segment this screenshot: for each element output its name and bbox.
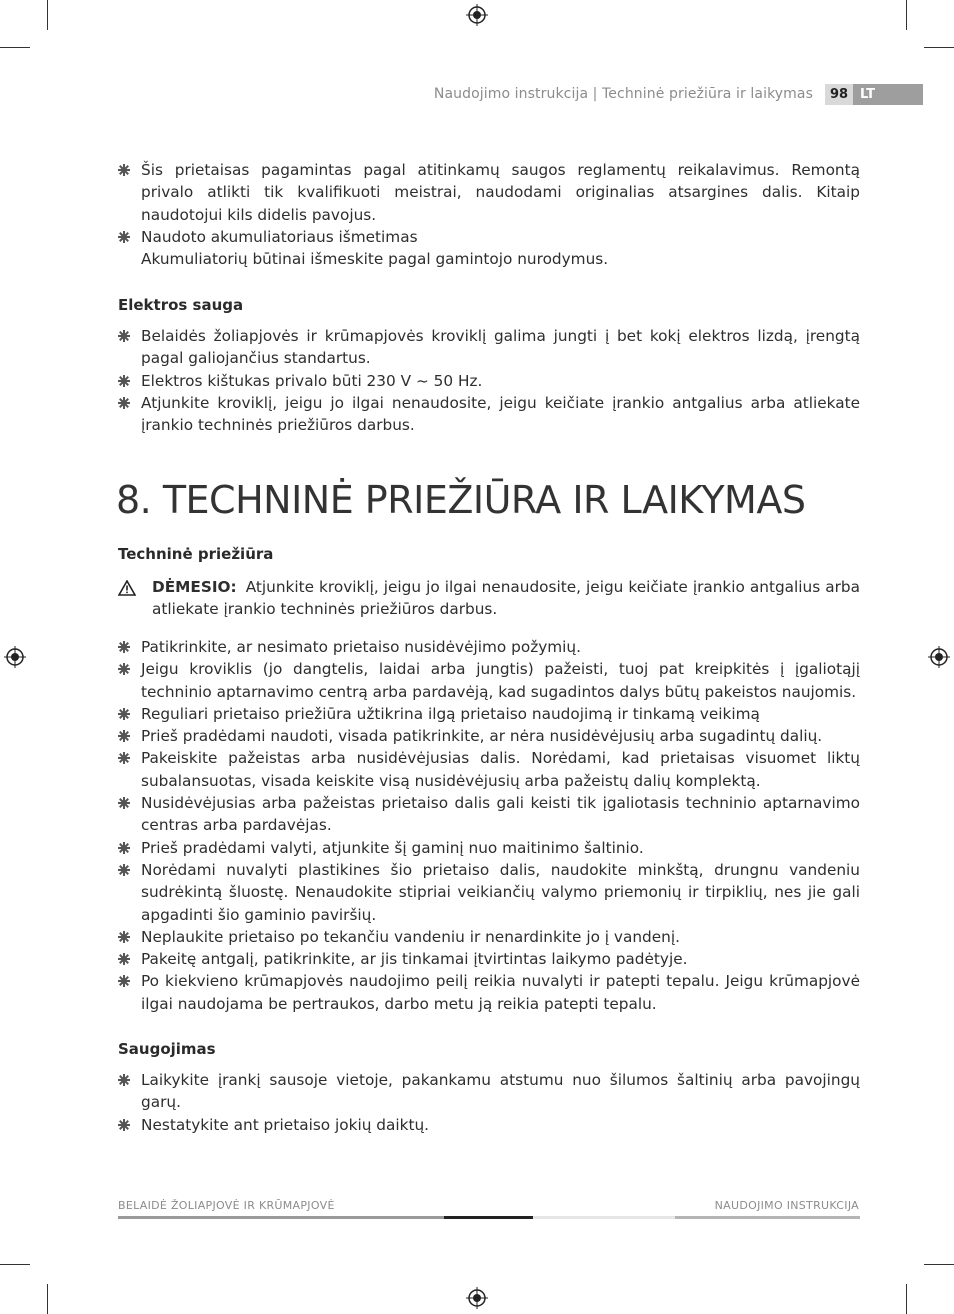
warning-label: DĖMESIO: bbox=[152, 578, 237, 596]
bullet-icon bbox=[118, 842, 130, 854]
list-item bbox=[118, 1114, 860, 1136]
bullet-icon bbox=[118, 975, 130, 987]
list-item-text: Šis prietaisas pagamintas pagal atitinkamų saugos reglamentų reikalavimus. Remontą privalo atlikti tik kvalifikuoti meistrai, naudodami originalias atsargines dalis. Kitaip naudotojui kils didelis pavojus. bbox=[141, 161, 860, 224]
list-item-text: Norėdami nuvalyti plastikines šio prietaiso dalis, naudokite minkštą, drungnu vandeniu sudrėkintą šluostę. Nenaudokite stipriai veikiančių valymo priemonių ir tirpiklių, nes jie gali apgadinti šio gaminio paviršių. bbox=[141, 860, 860, 924]
bullet-icon bbox=[118, 730, 130, 742]
list-item bbox=[118, 1069, 860, 1114]
language-tag: LT bbox=[853, 84, 923, 105]
intro-section bbox=[118, 159, 860, 270]
list-item-text: Belaidės žoliapjovės ir krūmapjovės kroviklį galima jungti į bet kokį elektros lizdą, įrengtą pagal galiojančius standartus. bbox=[141, 327, 860, 368]
page-number: 98 bbox=[825, 84, 853, 105]
list-item bbox=[118, 792, 860, 837]
list-item-text: Patikrinkite, ar nesimato prietaiso nusidėvėjimo požymių. bbox=[141, 638, 581, 656]
list-item-text: Prieš pradėdami valyti, atjunkite šį gaminį nuo maitinimo šaltinio. bbox=[141, 838, 644, 857]
list-item-text: Po kiekvieno krūmapjovės naudojimo peilį reikia nuvalyti ir patepti tepalu. Jeigu krūmapjovė ilgai naudojama be pertraukos, darbo metu ją reikia patepti tepalu. bbox=[141, 972, 860, 1013]
list-item bbox=[118, 392, 860, 437]
bullet-icon bbox=[118, 164, 130, 176]
footer-bar bbox=[675, 1216, 860, 1219]
bullet-icon bbox=[118, 397, 130, 409]
list-item-text: Nestatykite ant prietaiso jokių daiktų. bbox=[141, 1115, 430, 1134]
crop-mark bbox=[47, 1284, 48, 1314]
list-item bbox=[118, 837, 860, 859]
warning-text: Atjunkite kroviklį, jeigu jo ilgai nenaudosite, jeigu keičiate įrankio antgalius arba atliekate įrankio techninės priežiūros darbus. bbox=[152, 578, 860, 619]
list-item bbox=[118, 926, 860, 948]
registration-mark-icon bbox=[466, 1287, 488, 1309]
list-item bbox=[118, 636, 860, 658]
crop-mark bbox=[906, 1284, 907, 1314]
crop-mark bbox=[0, 47, 30, 48]
list-item-subtext: Akumuliatorių būtinai išmeskite pagal gamintojo nurodymus. bbox=[141, 250, 609, 269]
chapter-title: 8. TECHNINĖ PRIEŽIŪRA IR LAIKYMAS bbox=[116, 478, 806, 522]
list-item bbox=[118, 747, 860, 792]
maintenance-section bbox=[118, 636, 860, 1015]
list-item bbox=[118, 159, 860, 226]
list-item bbox=[118, 370, 860, 392]
footer-bar bbox=[118, 1216, 444, 1219]
list-item bbox=[118, 859, 860, 926]
list-item-text: Pakeitę antgalį, patikrinkite, ar jis tinkamai įtvirtintas laikymo padėtyje. bbox=[141, 950, 688, 969]
list-item-text: Laikykite įrankį sausoje vietoje, pakankamu atstumu nuo šilumos šaltinių arba pavojingų garų. bbox=[141, 1071, 860, 1112]
list-item-text: Naudoto akumuliatoriaus išmetimas bbox=[141, 227, 418, 246]
section-heading: Saugojimas bbox=[118, 1040, 216, 1058]
crop-mark bbox=[906, 0, 907, 30]
bullet-icon bbox=[118, 931, 130, 943]
footer-bar bbox=[533, 1216, 675, 1219]
bullet-icon bbox=[118, 375, 130, 387]
warning-notice bbox=[118, 576, 860, 621]
section-heading: Techninė priežiūra bbox=[118, 545, 274, 563]
bullet-icon bbox=[118, 1074, 130, 1086]
bullet-icon bbox=[118, 231, 130, 243]
bullet-icon bbox=[118, 953, 130, 965]
bullet-icon bbox=[118, 641, 130, 653]
list-item-text: Neplaukite prietaiso po tekančiu vandeniu ir nenardinkite jo į vandenį. bbox=[141, 927, 680, 946]
bullet-icon bbox=[118, 1119, 130, 1131]
list-item-text: Atjunkite kroviklį, jeigu jo ilgai nenaudosite, jeigu keičiate įrankio antgalius arba atliekate įrankio techninės priežiūros darbus. bbox=[141, 393, 860, 435]
list-item bbox=[118, 226, 860, 271]
list-item bbox=[118, 948, 860, 970]
list-item bbox=[118, 703, 860, 725]
registration-mark-icon bbox=[4, 646, 26, 668]
bullet-icon bbox=[118, 752, 130, 764]
crop-mark bbox=[924, 47, 954, 48]
list-item bbox=[118, 725, 860, 747]
warning-triangle-icon bbox=[118, 580, 136, 596]
crop-mark bbox=[0, 1264, 30, 1265]
bullet-icon bbox=[118, 330, 130, 342]
registration-mark-icon bbox=[928, 646, 950, 668]
crop-mark bbox=[924, 1264, 954, 1265]
list-item-text: Prieš pradėdami naudoti, visada patikrinkite, ar nėra nusidėvėjusių arba sugadintų dalių. bbox=[141, 727, 823, 746]
footer-product-name: BELAIDĖ ŽOLIAPJOVĖ IR KRŪMAPJOVĖ bbox=[118, 1199, 335, 1212]
list-item-text: Nusidėvėjusias arba pažeistas prietaiso dalis gali keisti tik įgaliotasis techninio aptarnavimo centras arba pardavėjas. bbox=[141, 794, 860, 835]
bullet-icon bbox=[118, 708, 130, 720]
bullet-icon bbox=[118, 864, 130, 876]
list-item bbox=[118, 325, 860, 370]
list-item bbox=[118, 970, 860, 1015]
running-header: Naudojimo instrukcija | Techninė priežiūra ir laikymas bbox=[433, 86, 813, 102]
footer-doc-type: NAUDOJIMO INSTRUKCIJA bbox=[714, 1199, 859, 1212]
list-item-text: Jeigu kroviklis (jo dangtelis, laidai arba jungtis) pažeisti, tuoj pat kreipkitės į įgaliotąjį techninio aptarnavimo centrą arba pardavėją, kad sugadintos dalys būtų pakeistos naujomis. bbox=[141, 660, 860, 701]
registration-mark-icon bbox=[466, 4, 488, 26]
storage-section bbox=[118, 1069, 860, 1136]
footer-bar bbox=[444, 1216, 533, 1219]
list-item-text: Elektros kištukas privalo būti 230 V ~ 50 Hz. bbox=[141, 371, 483, 390]
list-item-text: Pakeiskite pažeistas arba nusidėvėjusias dalis. Norėdami, kad prietaisas visuomet liktų subalansuotas, visada keiskite visą nusidėvėjusių arba pažeistų dalių komplektą. bbox=[141, 749, 860, 790]
bullet-icon bbox=[118, 663, 130, 675]
crop-mark bbox=[47, 0, 48, 30]
list-item-text: Reguliari prietaiso priežiūra užtikrina ilgą prietaiso naudojimą ir tinkamą veikimą bbox=[141, 704, 760, 723]
bullet-icon bbox=[118, 797, 130, 809]
section-heading: Elektros sauga bbox=[118, 296, 244, 314]
list-item bbox=[118, 658, 860, 703]
electric-section bbox=[118, 325, 860, 436]
